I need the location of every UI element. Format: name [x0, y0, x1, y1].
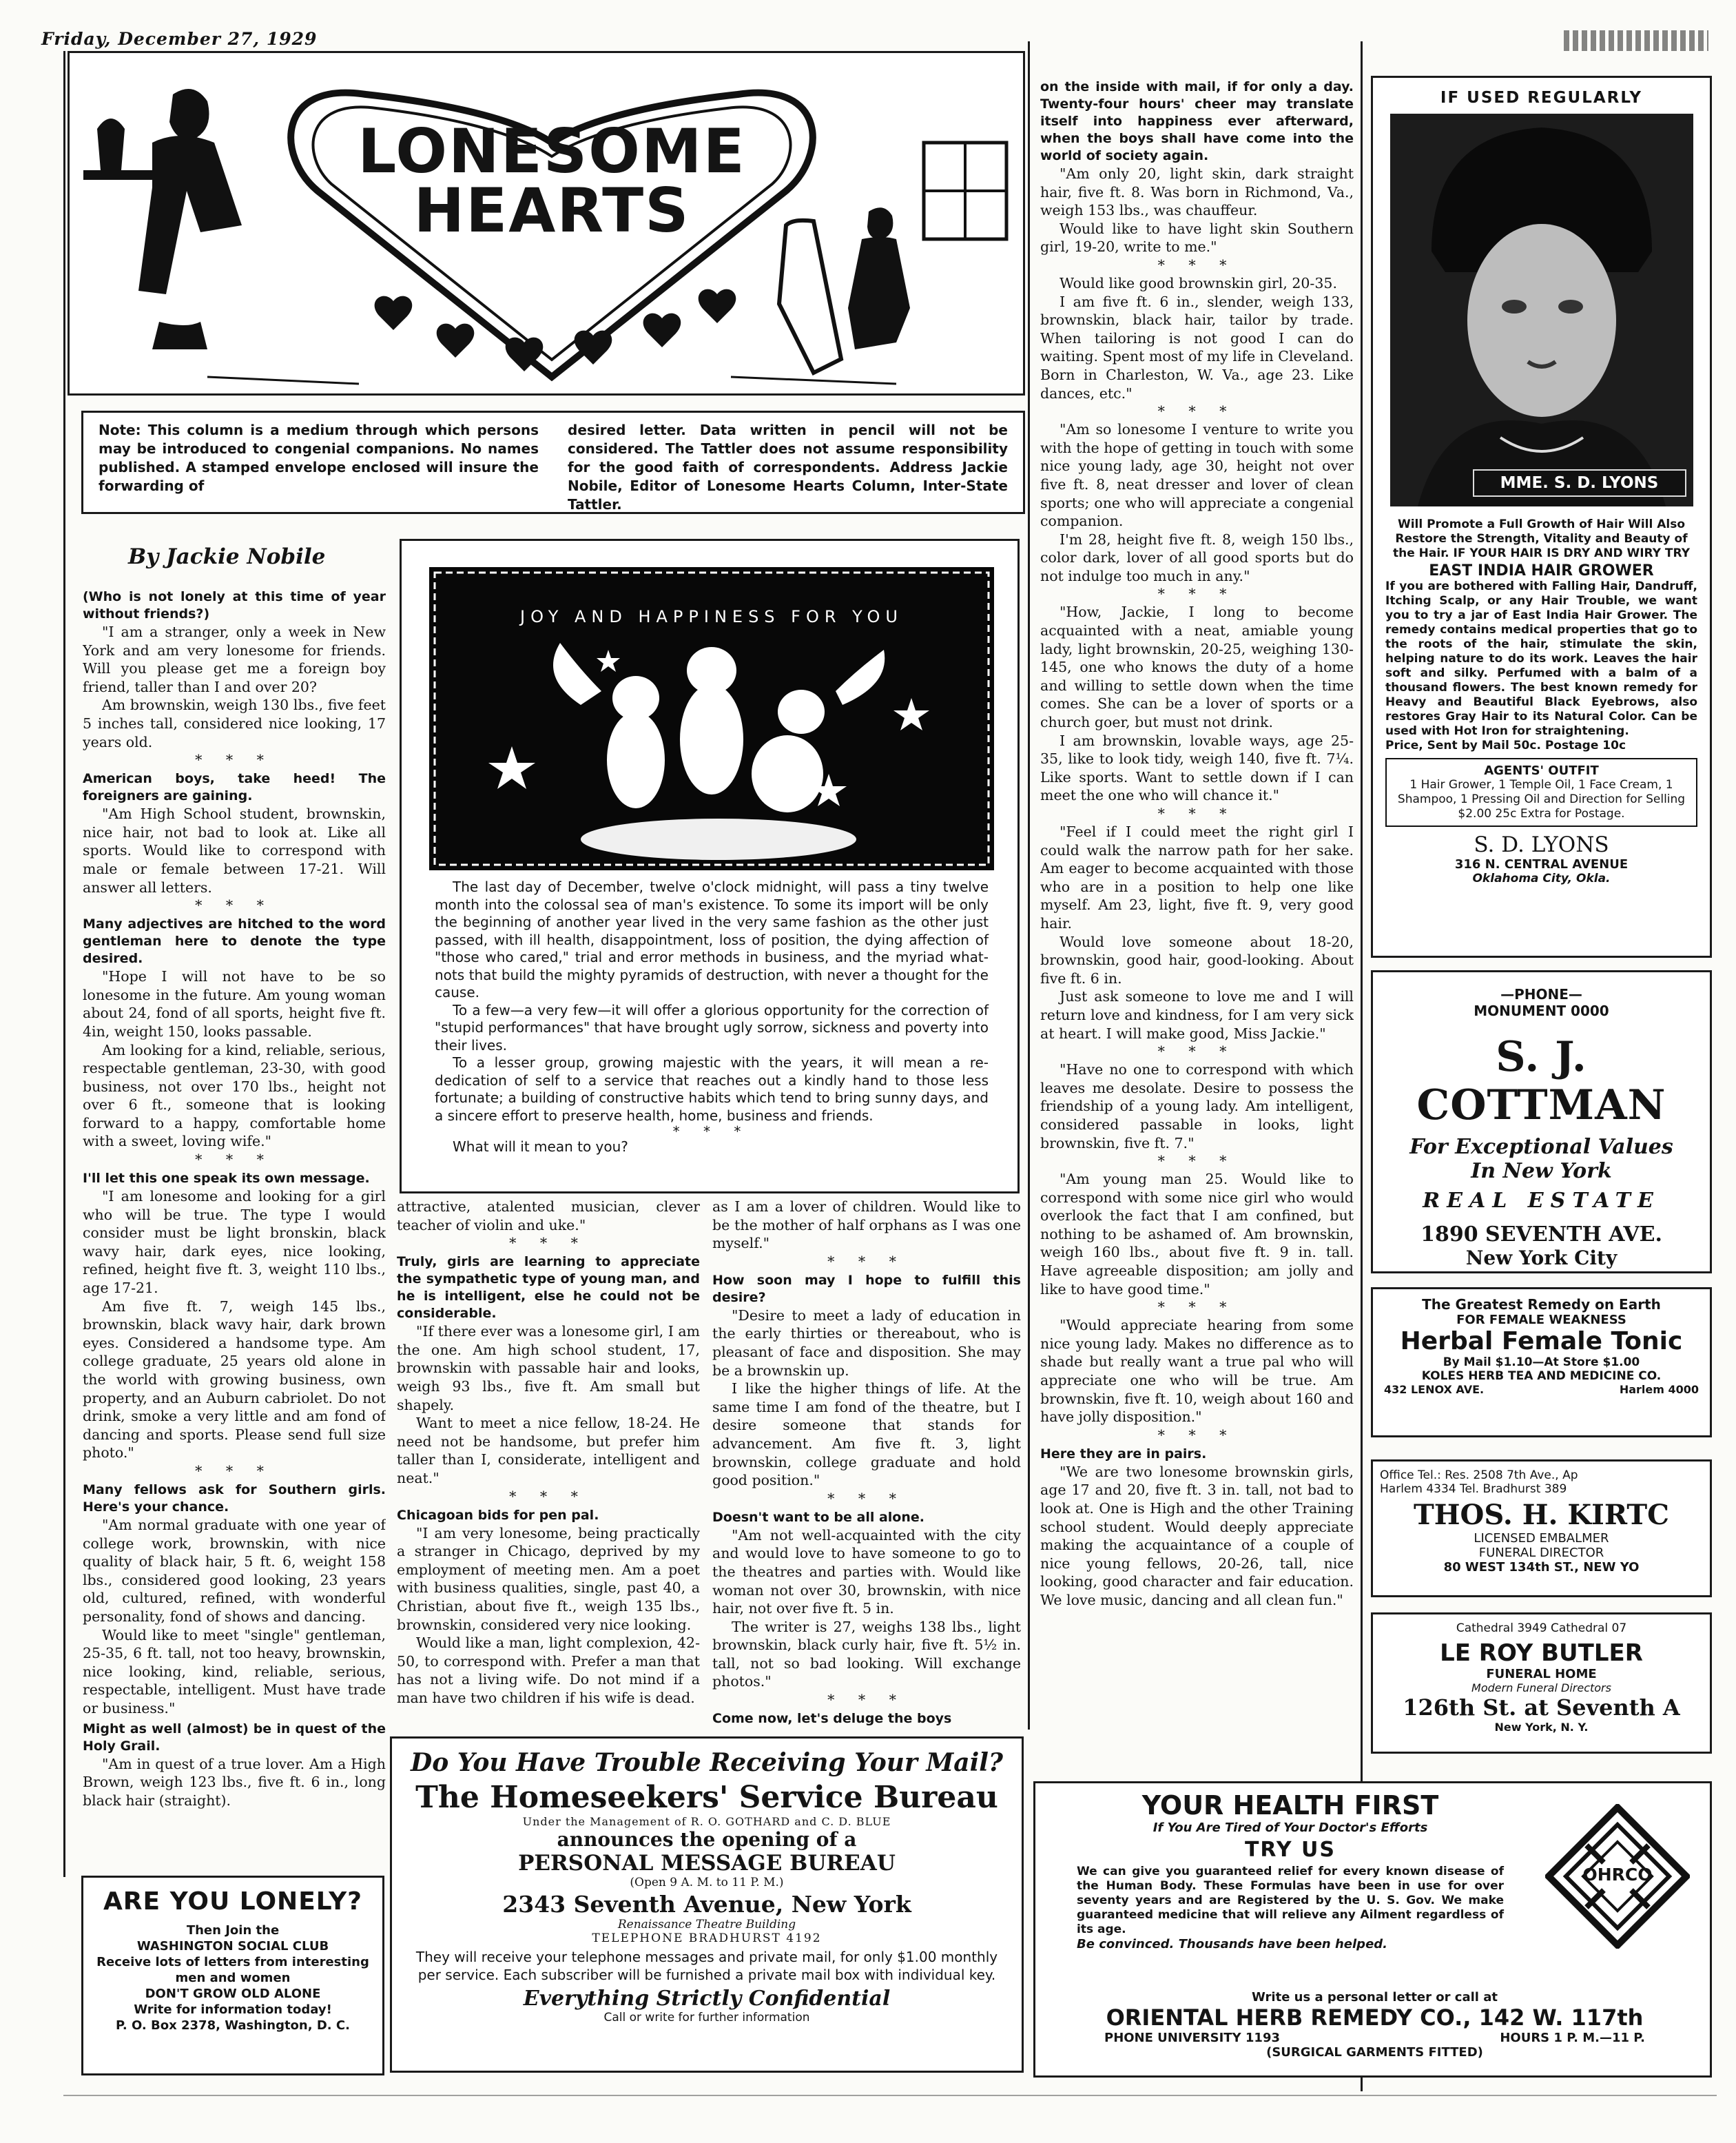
- letter-paragraph: "Am normal graduate with one year of college work, brownskin, with nice quality of black hair, 5 ft. 6, weight 158 lbs., considered good looking, 23 years old, cultured, refined, with wonderful personality, fond of shows and dancing.: [83, 1516, 386, 1625]
- cottman-name: S. J. COTTMAN: [1416, 1033, 1666, 1129]
- kirtc-tel: Office Tel.: Res. 2508 7th Ave., Ap: [1380, 1468, 1578, 1482]
- letter-paragraph: How soon may I hope to fulfill this desire?: [712, 1272, 1021, 1305]
- letter-paragraph: "Hope I will not have to be so lonesome in the future. Am young woman about 24, fond of all sports, height five ft. 4in, weight 150, looks passable.: [83, 968, 386, 1040]
- letter-paragraph: on the inside with mail, if for only a day. Twenty-four hours' cheer may translate itself into happiness ever afterward, when the boys shall have come into the world of society again.: [1040, 79, 1354, 163]
- lyons-hair-grower-ad: [1371, 76, 1712, 958]
- ohrco-logo: [1545, 1804, 1690, 1949]
- section-stars: * * *: [1157, 1299, 1237, 1316]
- letter-paragraph: Many adjectives are hitched to the word gentleman here to denote the type desired.: [83, 916, 386, 967]
- letter-paragraph: I am five ft. 6 in., slender, weigh 133, brownskin, black hair, tailor by trade. When tailoring is not good I can do waiting. Spent most of my life in Cleveland. Born in Charleston, W. Va., age 23. Like dances, etc.": [1040, 293, 1354, 402]
- lonely-ad-line: DON'T GROW OLD ALONE: [145, 1987, 321, 2001]
- cottman-tag1: For Exceptional Values: [1409, 1135, 1673, 1159]
- section-stars: * * *: [1157, 586, 1237, 603]
- koles-line1: The Greatest Remedy on Earth: [1422, 1296, 1661, 1313]
- letter-paragraph: "Have no one to correspond with which leaves me desolate. Desire to possess the friendship of a young lady. Am intelligent, considered passable in looks, light brownskin, five ft. 7.": [1040, 1061, 1354, 1151]
- homeseekers-name: The Homeseekers' Service Bureau: [415, 1780, 998, 1815]
- lyons-portrait: [1390, 114, 1693, 506]
- cherub-figures: [553, 643, 885, 860]
- letter-paragraph: as I am a lover of children. Would like to be the mother of half orphans as I was one myself.": [712, 1198, 1021, 1252]
- banner-title-line1: LONESOME: [358, 116, 746, 187]
- feature-paragraph: What will it mean to you?: [453, 1138, 628, 1155]
- section-stars: * * *: [1157, 256, 1237, 274]
- note-right: desired letter. Data written in pencil will not be considered. The Tattler does not assume responsibility for the good faith of correspondents. Address Jackie Nobile, Editor of Lonesome Hearts Column, Inter-State Tattler.: [568, 422, 1008, 513]
- lonely-headline: ARE YOU LONELY?: [103, 1887, 363, 1916]
- letter-paragraph: Would like good brownskin girl, 20-35.: [1060, 274, 1337, 291]
- letter-paragraph: "Am High School student, brownskin, nice hair, not bad to look at. Like all sports. Would like to correspond with male or female between 17-21. Will answer all letters.: [83, 806, 386, 896]
- letter-paragraph: "Am not well-acquainted with the city and would love to have someone to go to the theatres and parties with. Would like woman not over 30, brownskin, with nice hair, not over five ft. 5 in.: [712, 1526, 1021, 1617]
- ohrco-sub: If You Are Tired of Your Doctor's Efforts: [1153, 1821, 1428, 1835]
- letter-paragraph: "I am lonesome and looking for a girl who will be true. The type I would consider must be light bronskin, black wavy hair, dark eyes, nice looking, refined, height five ft. 3, weight 110 lbs., age 17-21.: [83, 1188, 386, 1297]
- letter-paragraph: I like the higher things of life. At the same time I am fond of the theatre, but I desire someone that stands for advancement. Am five ft. 3, light brownskin, college graduate and hold good position.": [712, 1380, 1021, 1489]
- lyons-city: Oklahoma City, Okla.: [1472, 872, 1611, 885]
- letters-column-3: [712, 1198, 1021, 1732]
- letter-paragraph: I am brownskin, lovable ways, age 25-35, like to look tidy, weigh 140, five ft. 7¼. Like sports. Want to settle down if I can meet the one who will chance it.": [1040, 732, 1354, 804]
- koles-line2: FOR FEMALE WEAKNESS: [1456, 1313, 1626, 1327]
- card-caption: JOY AND HAPPINESS FOR YOU: [520, 607, 903, 626]
- kirtc-line2: FUNERAL DIRECTOR: [1478, 1546, 1604, 1560]
- cottman-real-estate-ad: [1371, 970, 1712, 1273]
- homeseekers-building: Renaissance Theatre Building: [617, 1918, 796, 1931]
- letter-paragraph: Just ask someone to love me and I will return love and kindness, for I am very sick at heart. I will make good, Miss Jackie.": [1040, 988, 1354, 1042]
- lyons-street: 316 N. CENTRAL AVENUE: [1454, 857, 1629, 872]
- section-stars: * * *: [1157, 1153, 1237, 1170]
- lyons-body: If you are bothered with Falling Hair, Dandruff, Itching Scalp, or any Hair Trouble, we want you to try a jar of East India Hair Grower. The remedy contains medical properties that go to the roots of the hair, stimulate the skin, helping nature to do its work. Leaves the hair soft and silky. Perfumed with a balm of a thousand flowers. The best known remedy for Heavy and Beautiful Black Eyebrows, also restores Gray Hair to its Natural Color. Can be used with Hot Iron for straightening.: [1385, 580, 1697, 738]
- section-stars: * * *: [195, 1151, 273, 1169]
- lonely-ad-line: P. O. Box 2378, Washington, D. C.: [116, 2018, 350, 2033]
- feature-paragraph: To a lesser group, growing majestic with the years, it will mean a re-dedication of self to a service that reaches out a kindly hand to those less fortunate; a building of constructive habits which tend to bring sunny days, and a sincere effort to preserve health, home, business and friends.: [435, 1054, 989, 1124]
- dateline: Friday, December 27, 1929: [41, 29, 318, 49]
- feature-paragraph: The last day of December, twelve o'clock midnight, will pass a tiny twelve month into the colossal sea of man's existence. To some its import will be only the beginning of another year lived in the very same fashion as the other just passed, with ill health, disappointment, loss of position, the dying affection of "those who cared," trial and error methods in business, and the myriad what-nots that build the mighty pyramids of destruction, with never a thought for the cause.: [435, 879, 989, 1001]
- section-stars: * * *: [827, 1253, 906, 1270]
- letter-paragraph: Many fellows ask for Southern girls. Here's your chance.: [83, 1481, 386, 1515]
- greeting-card-illustration: [429, 567, 994, 870]
- lonely-ad-line: Write for information today!: [134, 2002, 332, 2017]
- section-stars: * * *: [1157, 1043, 1237, 1060]
- byline: By Jackie Nobile: [128, 544, 326, 569]
- letter-paragraph: Chicagoan bids for pen pal.: [397, 1507, 599, 1523]
- section-stars: * * *: [195, 752, 273, 769]
- section-stars: * * *: [672, 1123, 751, 1140]
- letter-paragraph: "How, Jackie, I long to become acquainted with a neat, amiable young lady, light brownskin, 20-25, weighing 130-145, one who knows the duty of a home and willing to settle down when the time comes. She can be a lover of sports or a church goer, but must not drink.: [1040, 604, 1354, 731]
- kirtc-tel2: Harlem 4334 Tel. Bradhurst 389: [1380, 1482, 1567, 1496]
- ohrco-headline: YOUR HEALTH FIRST: [1141, 1790, 1439, 1821]
- cottman-address: 1890 SEVENTH AVE.: [1420, 1222, 1662, 1247]
- letter-paragraph: "Feel if I could meet the right girl I could walk the narrow path for her sake. Am eager to become acquainted with those who are in a position to help one like myself. Am 23, light, five ft. 9, very good hair.: [1040, 823, 1354, 932]
- section-stars: * * *: [1157, 1426, 1237, 1444]
- homeseekers-tagline: Everything Strictly Confidential: [523, 1987, 891, 2011]
- lonely-ad-line: Receive lots of letters from interesting men and women: [96, 1955, 369, 1985]
- koles-herbal-tonic-ad: [1371, 1287, 1712, 1437]
- cottman-tag2: In New York: [1471, 1159, 1612, 1183]
- koles-address: 432 LENOX AVE.: [1384, 1383, 1485, 1396]
- koles-company: KOLES HERB TEA AND MEDICINE CO.: [1421, 1369, 1662, 1383]
- bottom-rule: [63, 2095, 1717, 2096]
- section-stars: * * *: [1157, 403, 1237, 420]
- butler-tel: Cathedral 3949 Cathedral 07: [1456, 1621, 1627, 1635]
- letter-paragraph: "Desire to meet a lady of education in the early thirties or thereabout, who is pleasant of face and disposition. She may be a brownskin up.: [712, 1306, 1021, 1379]
- section-stars: * * *: [195, 897, 273, 914]
- letter-paragraph: American boys, take heed! The foreigners are gaining.: [83, 771, 386, 804]
- letter-paragraph: The writer is 27, weighs 138 lbs., light brownskin, black curly hair, five ft. 5½ in. tall, not so bad looking. Will exchange photos.": [712, 1618, 1021, 1690]
- feature-text: [435, 879, 989, 1156]
- letter-paragraph: Would love someone about 18-20, brownskin, good hair, good-looking. About five ft. 6 in.: [1040, 933, 1354, 987]
- ohrco-fitted: (SURGICAL GARMENTS FITTED): [1266, 2045, 1483, 2060]
- ohrco-logo-text: OHRCO: [1582, 1865, 1653, 1885]
- letter-paragraph: "Would appreciate hearing from some nice young lady. Makes no difference as to shade but really want a true pal who will appreciate one who will be true. Am brownskin, five ft. 10, weigh about 160 and have jolly disposition.": [1040, 1317, 1354, 1426]
- letter-paragraph: attractive, atalented musician, clever teacher of violin and uke.": [397, 1198, 700, 1233]
- cottman-real-estate: REAL ESTATE: [1423, 1189, 1660, 1213]
- banner-title-line2: HEARTS: [413, 175, 690, 246]
- lyons-outfit: 1 Hair Grower, 1 Temple Oil, 1 Face Cream, 1 Shampoo, 1 Pressing Oil and Direction for Selling $2.00 25c Extra for Postage.: [1397, 778, 1686, 821]
- ohrco-hours: HOURS 1 P. M.—11 P.: [1500, 2031, 1645, 2045]
- letter-paragraph: "Am in quest of a true lover. Am a High Brown, weigh 123 lbs., five ft. 6 in., long black hair (straight).: [83, 1755, 386, 1809]
- letter-paragraph: Am five ft. 7, weigh 145 lbs., brownskin, black wavy hair, dark brown eyes. Considered a handsome type. Am college graduate, 25 years old alone in the world with growing business, own property, and an Auburn cabriolet. Do not drink, smoke a very little and am fond of dancing and sports. Please send full size photo.": [83, 1298, 386, 1462]
- kirtc-funeral-ad: [1371, 1459, 1712, 1597]
- cherubs-illustration: [429, 567, 994, 870]
- section-stars: * * *: [827, 1490, 906, 1507]
- letter-paragraph: "I am very lonesome, being practically a stranger in Chicago, deprived by my employment of meeting men. Am a poet with business qualities, single, past 40, a Christian, about five ft., weigh 135 lbs., brownskin, considered very nice looking.: [397, 1524, 700, 1633]
- letter-paragraph: Am brownskin, weigh 130 lbs., five feet 5 inches tall, considered nice looking, 17 years old.: [83, 697, 386, 750]
- ohrco-tryus: TRY US: [1244, 1838, 1336, 1862]
- left-margin-rule: [63, 51, 65, 1877]
- letter-paragraph: Am looking for a kind, reliable, serious, respectable gentleman, 23-30, with good business, not over 170 lbs., height not over 6 ft., someone that is looking forward to a happy, comfortable home with a sweet, loving wife.": [83, 1041, 386, 1150]
- lyons-price: Price, Sent by Mail 50c. Postage 10c: [1385, 739, 1626, 752]
- cottman-phone-head: —PHONE—: [1500, 986, 1582, 1003]
- cottman-city: New York City: [1465, 1247, 1618, 1269]
- ohrco-name: ORIENTAL HERB REMEDY CO., 142 W. 117th: [1106, 2004, 1644, 2031]
- letter-paragraph: "We are two lonesome brownskin girls, age 17 and 20, five ft. 3 in. tall, not bad to look at. One is High and the other Training school student. Would deeply appreciate making the acquaintance of a couple of nice young fellows, 20-26, tall, nice looking, good character and fair education. We love music, dancing and all clean fun.": [1040, 1463, 1354, 1608]
- letter-paragraph: "I am a stranger, only a week in New York and am very lonesome for friends. Will you please get me a foreign boy friend, taller than I and over 20?: [83, 624, 386, 695]
- homeseekers-announces: announces the opening of a: [557, 1828, 857, 1851]
- lyons-promise: Will Promote a Full Growth of Hair Will Also Restore the Strength, Vitality and Beauty of the Hair. IF YOUR HAIR IS DRY AND WIRY TRY: [1392, 517, 1691, 560]
- butler-line1: FUNERAL HOME: [1486, 1667, 1597, 1681]
- lonely-ad-line: WASHINGTON SOCIAL CLUB: [136, 1939, 329, 1954]
- letter-paragraph: Come now, let's deluge the boys: [712, 1711, 952, 1727]
- letter-paragraph: I'll let this one speak its own message.: [83, 1171, 370, 1187]
- homeseekers-bureau-ad: [390, 1736, 1024, 2073]
- seated-woman-figure: [779, 143, 1006, 373]
- kirtc-name: THOS. H. KIRTC: [1414, 1499, 1669, 1531]
- homeseekers-address: 2343 Seventh Avenue, New York: [502, 1891, 911, 1918]
- section-stars: * * *: [1157, 806, 1237, 822]
- butler-city: New York, N. Y.: [1494, 1721, 1589, 1734]
- letter-paragraph: (Who is not lonely at this time of year without friends?): [83, 589, 386, 622]
- lonely-ad-line: Then Join the: [186, 1923, 280, 1938]
- lyons-top: IF USED REGULARLY: [1440, 89, 1643, 107]
- homeseekers-management: Under the Management of R. O. GOTHARD and C. D. BLUE: [522, 1815, 891, 1828]
- koles-phone: Harlem 4000: [1619, 1383, 1699, 1396]
- ohrco-write: Write us a personal letter or call at: [1252, 1990, 1498, 2004]
- letter-paragraph: Here they are in pairs.: [1040, 1446, 1207, 1462]
- homeseekers-phone: TELEPHONE BRADHURST 4192: [592, 1931, 822, 1945]
- letters-column-1: [83, 586, 386, 1867]
- letter-paragraph: Might as well (almost) be in quest of the Holy Grail.: [83, 1721, 386, 1754]
- column-rule: [1028, 41, 1030, 1730]
- butler-funeral-ad: [1371, 1612, 1712, 1754]
- koles-price: By Mail $1.10—At Store $1.00: [1443, 1355, 1640, 1369]
- kirtc-line1: LICENSED EMBALMER: [1474, 1531, 1609, 1546]
- section-stars: * * *: [509, 1488, 588, 1505]
- letter-paragraph: Want to meet a nice fellow, 18-24. He need not be handsome, but prefer him taller than I, considerate, intelligent and neat.": [397, 1415, 700, 1486]
- section-stars: * * *: [195, 1462, 273, 1479]
- washington-social-club-ad: [81, 1876, 384, 2075]
- oriental-herb-remedy-ad: [1033, 1781, 1712, 2078]
- letter-paragraph: Would like to have light skin Southern girl, 19-20, write to me.": [1040, 220, 1354, 256]
- letter-paragraph: Would like a man, light complexion, 42-50, to correspond with. Prefer a man that has not a living wife. Do not mind if a man have two children if his wife is dead.: [397, 1634, 700, 1706]
- butler-name: LE ROY BUTLER: [1440, 1639, 1643, 1667]
- letter-paragraph: "Am young man 25. Would like to correspond with some nice girl who would overlook the fact that I am confined, but nothing to be ashamed of. Am brownskin, weigh 160 lbs., about five ft. 9 in. tall. Have agreeable disposition; am jolly and like to have good time.": [1040, 1171, 1354, 1298]
- portrait-photo: [1390, 114, 1693, 506]
- letters-column-2: [397, 1198, 700, 1732]
- section-stars: * * *: [509, 1235, 588, 1252]
- homeseekers-hours: (Open 9 A. M. to 11 P. M.): [630, 1876, 784, 1889]
- letter-paragraph: "Am so lonesome I venture to write you with the hope of getting in touch with some nice young lady, age 30, height not over five ft. 8, neat dresser and lover of clean sports; one who will appreciate a congenial companion.: [1040, 421, 1354, 530]
- letter-paragraph: I'm 28, height five ft. 8, weigh 150 lbs., color dark, lover of all good sports but do not indulge too much in any.": [1040, 531, 1354, 584]
- lonesome-hearts-banner: [68, 51, 1025, 396]
- seated-man-figure: [83, 89, 242, 349]
- ohrco-phone: PHONE UNIVERSITY 1193: [1104, 2031, 1280, 2045]
- letter-paragraph: "Am only 20, light skin, dark straight hair, five ft. 8. Was born in Richmond, Va., weigh 153 lbs., was chauffeur.: [1040, 165, 1354, 219]
- new-year-feature: [400, 539, 1020, 1193]
- ohrco-body: We can give you guaranteed relief for every known disease of the Human Body. These Formulas have been in use for over seventy years and are Registered by the U. S. Gov. We make guaranteed medicine that will relieve any Ailment regardless of its age.: [1077, 1865, 1504, 1936]
- letters-column-4: [1040, 76, 1354, 1736]
- letter-paragraph: Doesn't want to be all alone.: [712, 1509, 924, 1525]
- letter-paragraph: Would like to meet "single" gentleman, 25-35, 6 ft. tall, not too heavy, brownskin, nice looking, kind, reliable, serious, respectable, intelligent. Must have trade or business.": [83, 1626, 386, 1716]
- note-left: Note: This column is a medium through which persons may be introduced to congenial companions. No names published. A stamped envelope enclosed will insure the forwarding of: [99, 422, 539, 494]
- homeseekers-bureau: PERSONAL MESSAGE BUREAU: [518, 1851, 896, 1876]
- lyons-product: EAST INDIA HAIR GROWER: [1429, 562, 1654, 580]
- letter-paragraph: Truly, girls are learning to appreciate the sympathetic type of young man, and he is intelligent, else he could not be considerable.: [397, 1254, 700, 1322]
- feature-paragraph: To a few—a very few—it will offer a glorious opportunity for the correction of "stupid performances" that have brought ugly sorrow, sickness and poverty into their lives.: [435, 1001, 989, 1054]
- lyons-outfit-head: AGENTS' OUTFIT: [1484, 763, 1599, 778]
- ohrco-convinced: Be convinced. Thousands have been helped.: [1077, 1937, 1388, 1951]
- homeseekers-question: Do You Have Trouble Receiving Your Mail?: [410, 1748, 1004, 1777]
- homeseekers-call: Call or write for further information: [603, 2011, 810, 2024]
- kirtc-address: 80 WEST 134th ST., NEW YO: [1443, 1560, 1640, 1575]
- column-note: [81, 411, 1025, 514]
- letter-paragraph: "If there ever was a lonesome girl, I am the one. Am high school student, 17, brownskin with passable hair and looks, weigh 93 lbs., five ft. Am small but shapely.: [397, 1323, 700, 1413]
- page-number-smudge: [1564, 30, 1708, 51]
- section-stars: * * *: [827, 1692, 906, 1709]
- lyons-name: S. D. LYONS: [1474, 832, 1609, 857]
- koles-name: Herbal Female Tonic: [1400, 1327, 1683, 1355]
- butler-line2: Modern Funeral Directors: [1471, 1681, 1611, 1694]
- homeseekers-body: They will receive your telephone messages and private mail, for only $1.00 monthly per service. Each subscriber will be furnished a private mail box with individual key.: [415, 1949, 998, 1983]
- lyons-portrait-label: MME. S. D. LYONS: [1473, 469, 1686, 497]
- cottman-phone: MONUMENT 0000: [1474, 1003, 1609, 1019]
- butler-address: 126th St. at Seventh A: [1403, 1694, 1680, 1721]
